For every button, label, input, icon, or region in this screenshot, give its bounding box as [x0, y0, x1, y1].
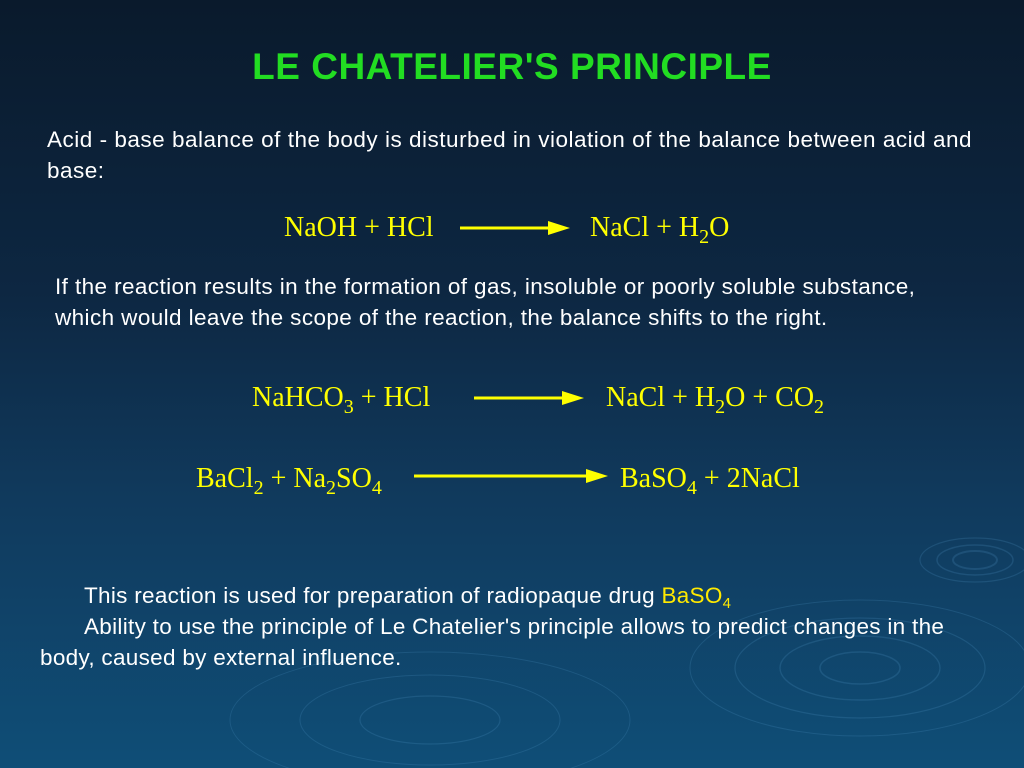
- reaction-arrow-icon: [414, 466, 608, 486]
- radiopaque-text: This reaction is used for preparation of radiopaque drug: [84, 583, 662, 608]
- prediction-text: Ability to use the principle of Le Chatelier's principle allows to predict changes in the body, caused by external influence.: [40, 614, 945, 670]
- intro-paragraph: Acid - base balance of the body is disturbed in violation of the balance between acid and base:: [47, 127, 972, 183]
- eq1-reactants: NaOH + HCl: [284, 212, 434, 243]
- equation-neutralization: [284, 212, 434, 244]
- equation-barium-products: BaSO$_4$ + 2NaCl: [620, 463, 800, 499]
- gas-formation-paragraph: If the reaction results in the formation of gas, insoluble or poorly soluble substance, which would leave the scope of the reaction, the balance shifts to the right.: [55, 274, 916, 330]
- equation-barium-reactants: BaCl$_2$ + $Na_2SO_4$: [196, 463, 382, 499]
- eq1-products: NaCl + $H_2O$: [590, 212, 730, 248]
- drug-formula: BaSO$_4$: [661, 583, 732, 612]
- equation-bicarbonate-products: NaCl + $H_2O + CO_2$: [606, 382, 825, 418]
- conclusion-paragraph: [40, 580, 975, 673]
- reaction-arrow-icon: [460, 218, 570, 238]
- equation-bicarbonate-reactants: NaHCO$_3$ + HCl: [252, 382, 431, 418]
- slide-title: LE CHATELIER'S PRINCIPLE: [252, 46, 772, 87]
- reaction-arrow-icon: [474, 388, 584, 408]
